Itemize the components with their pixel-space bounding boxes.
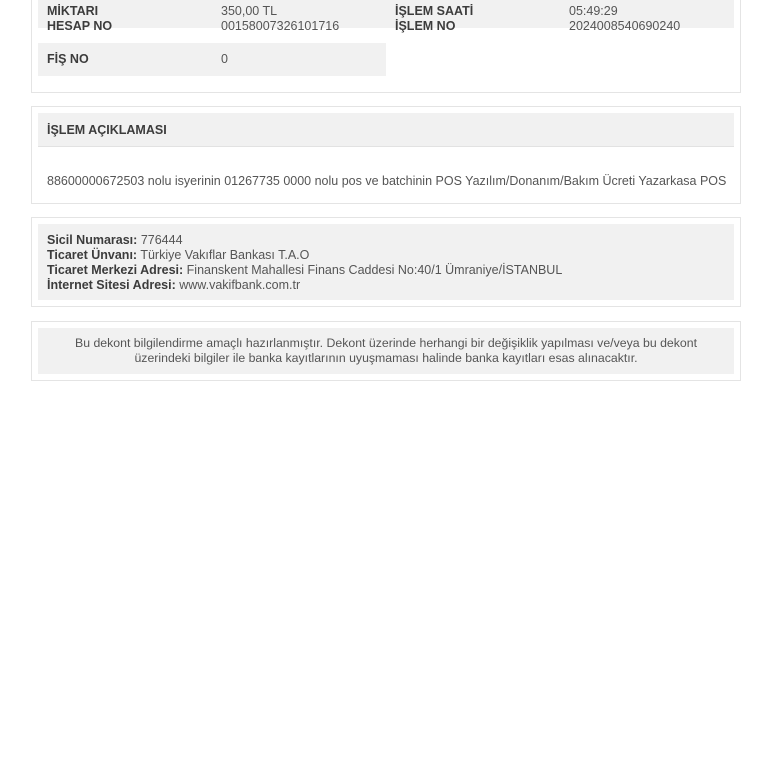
transaction-description-card <box>31 106 741 204</box>
trade-title-label: Ticaret Ünvanı: <box>47 248 138 262</box>
address-label: Ticaret Merkezi Adresi: <box>47 263 184 277</box>
website-label: İnternet Sitesi Adresi: <box>47 278 176 292</box>
disclaimer-card <box>31 321 741 381</box>
receipt-label: FİŞ NO <box>47 52 89 66</box>
registry-line <box>47 233 725 248</box>
account-label: HESAP NO <box>47 19 113 33</box>
transaction-no-value: 2024008540690240 <box>569 19 681 33</box>
description-header <box>38 113 734 147</box>
description-title: İŞLEM AÇIKLAMASI <box>47 123 167 137</box>
details-row-receipt <box>38 43 734 76</box>
amount-label: MİKTARI <box>47 4 99 18</box>
disclaimer-line-1: Bu dekont bilgilendirme amaçlı hazırlanmıştır. Dekont üzerinde herhangi bir değişiklik yapılması ve/veya bu dekont <box>75 336 697 350</box>
receipt-value: 0 <box>221 52 228 66</box>
website-value: www.vakifbank.com.tr <box>179 278 301 292</box>
website-line <box>47 278 725 293</box>
company-info-card <box>31 217 741 307</box>
receipt-cell <box>38 43 386 76</box>
description-text: 88600000672503 nolu isyerinin 01267735 0000 nolu pos ve batchinin POS Yazılım/Donanım/Bakım Ücreti Yazarkasa POS <box>47 174 727 188</box>
company-info-box <box>38 224 734 300</box>
account-value: 00158007326101716 <box>221 19 340 33</box>
transaction-no-label: İŞLEM NO <box>395 19 456 33</box>
time-value: 05:49:29 <box>569 4 618 18</box>
details-row-account <box>38 10 734 43</box>
address-line <box>47 263 725 278</box>
disclaimer-line-2: üzerindeki bilgiler ile banka kayıtlarının uyuşmaması halinde banka kayıtları esas alınacaktır. <box>134 351 638 365</box>
registry-label: Sicil Numarası: <box>47 233 138 247</box>
trade-title-line <box>47 248 725 263</box>
address-value: Finanskent Mahallesi Finans Caddesi No:40/1 Ümraniye/İSTANBUL <box>186 263 563 277</box>
transaction-details-card <box>31 0 741 93</box>
amount-value: 350,00 TL <box>221 4 278 18</box>
time-label: İŞLEM SAATİ <box>395 4 474 18</box>
registry-value: 776444 <box>140 233 183 247</box>
account-cell <box>38 10 386 43</box>
transaction-no-cell <box>386 10 734 43</box>
trade-title-value: Türkiye Vakıflar Bankası T.A.O <box>140 248 310 262</box>
disclaimer-box <box>38 328 734 374</box>
